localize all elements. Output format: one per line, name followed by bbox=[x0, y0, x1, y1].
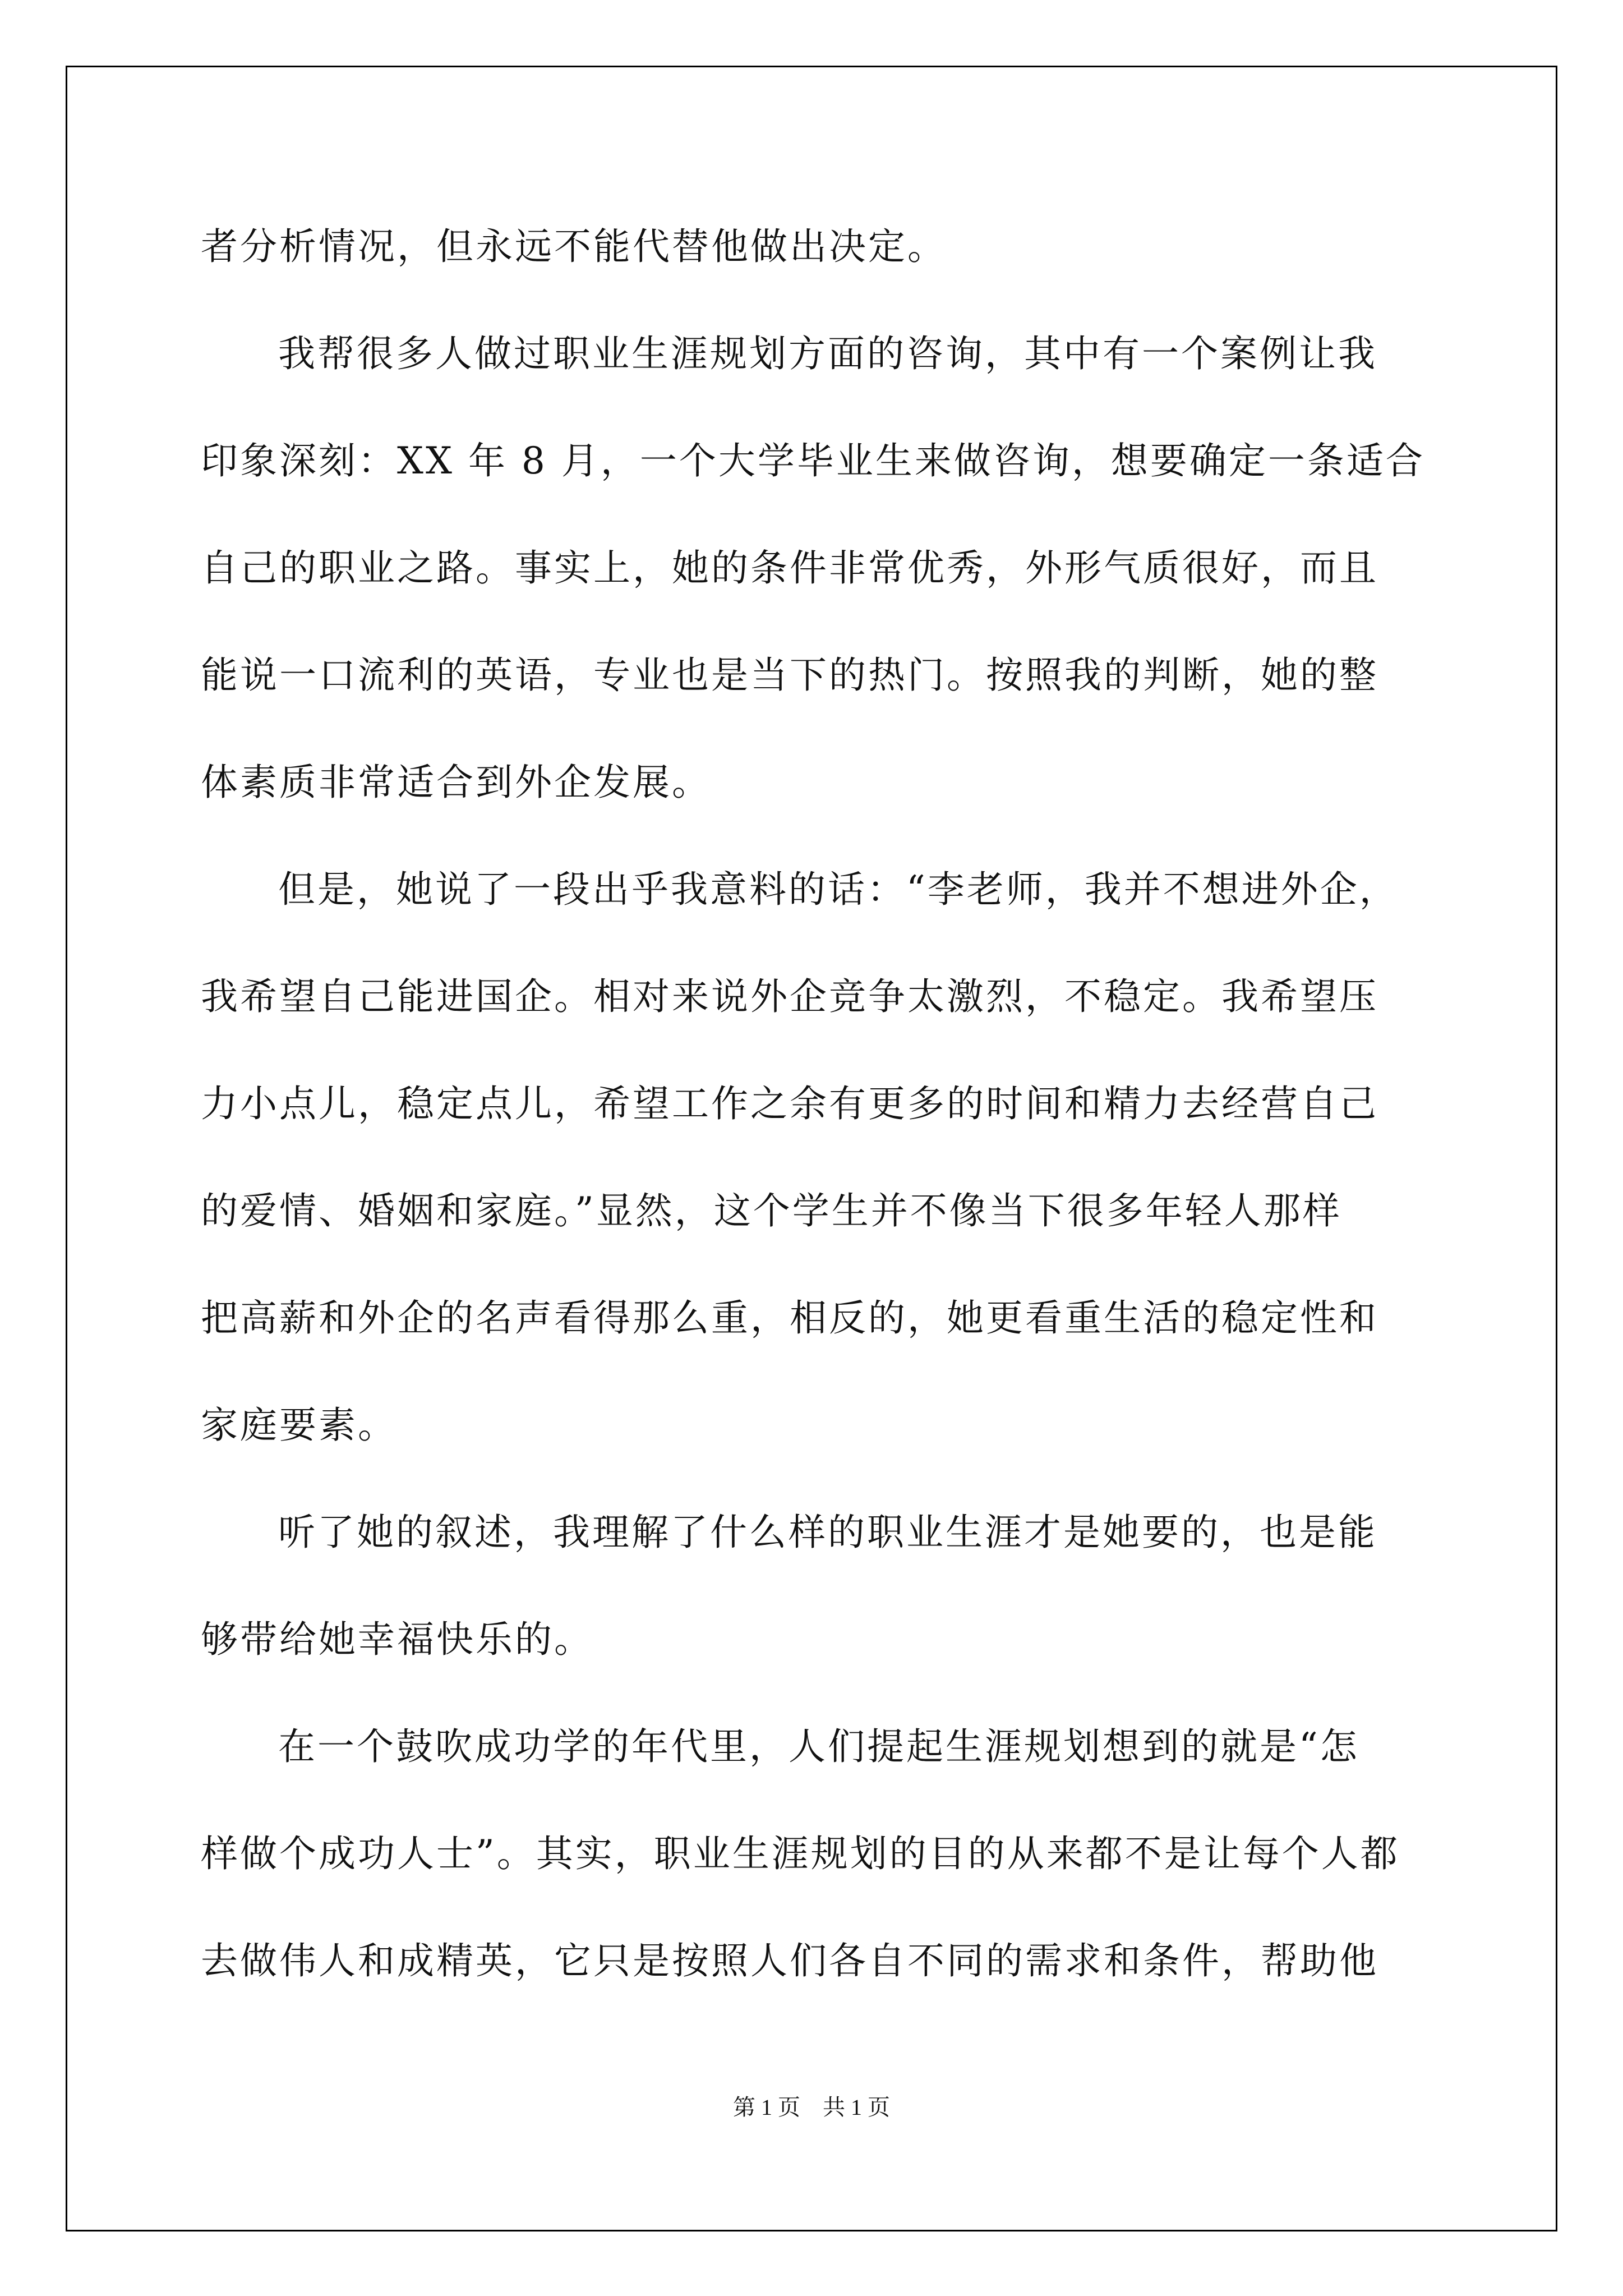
text-line: 把高薪和外企的名声看得那么重，相反的，她更看重生活的稳定性和 bbox=[201, 1296, 1378, 1340]
text-line: 体素质非常适合到外企发展。 bbox=[201, 761, 711, 804]
text-line: 在一个鼓吹成功学的年代里，人们提起生涯规划想到的就是“怎 bbox=[278, 1725, 1359, 1768]
text-line: 我希望自己能进国企。相对来说外企竞争太激烈，不稳定。我希望压 bbox=[201, 975, 1378, 1018]
text-line: 者分析情况，但永远不能代替他做出决定。 bbox=[201, 225, 947, 268]
page-number: 第 1 页 bbox=[733, 2095, 800, 2120]
text-line: 力小点儿，稳定点儿，希望工作之余有更多的时间和精力去经营自己 bbox=[201, 1082, 1378, 1125]
page-total: 共 1 页 bbox=[823, 2095, 890, 2120]
text-line: 的爱情、婚姻和家庭。”显然，这个学生并不像当下很多年轻人那样 bbox=[201, 1189, 1342, 1232]
text-line: 能说一口流利的英语，专业也是当下的热门。按照我的判断，她的整 bbox=[201, 654, 1378, 697]
text-line: 听了她的叙述，我理解了什么样的职业生涯才是她要的，也是能 bbox=[278, 1511, 1377, 1554]
text-line: 但是，她说了一段出乎我意料的话：“李老师，我并不想进外企， bbox=[278, 868, 1399, 911]
text-line: 够带给她幸福快乐的。 bbox=[201, 1618, 593, 1661]
text-line: 自己的职业之路。事实上，她的条件非常优秀，外形气质很好，而且 bbox=[201, 546, 1378, 590]
text-line: 印象深刻：XX 年 8 月，一个大学毕业生来做咨询，想要确定一条适合 bbox=[201, 439, 1425, 482]
text-line: 去做伟人和成精英，它只是按照人们各自不同的需求和条件，帮助他 bbox=[201, 1939, 1378, 1982]
document-body bbox=[201, 193, 1435, 2014]
text-line: 样做个成功人士”。其实，职业生涯规划的目的从来都不是让每个人都 bbox=[201, 1832, 1400, 1875]
text-line: 我帮很多人做过职业生涯规划方面的咨询，其中有一个案例让我 bbox=[278, 332, 1377, 375]
text-line: 家庭要素。 bbox=[201, 1404, 397, 1447]
page-footer bbox=[0, 2090, 1623, 2122]
